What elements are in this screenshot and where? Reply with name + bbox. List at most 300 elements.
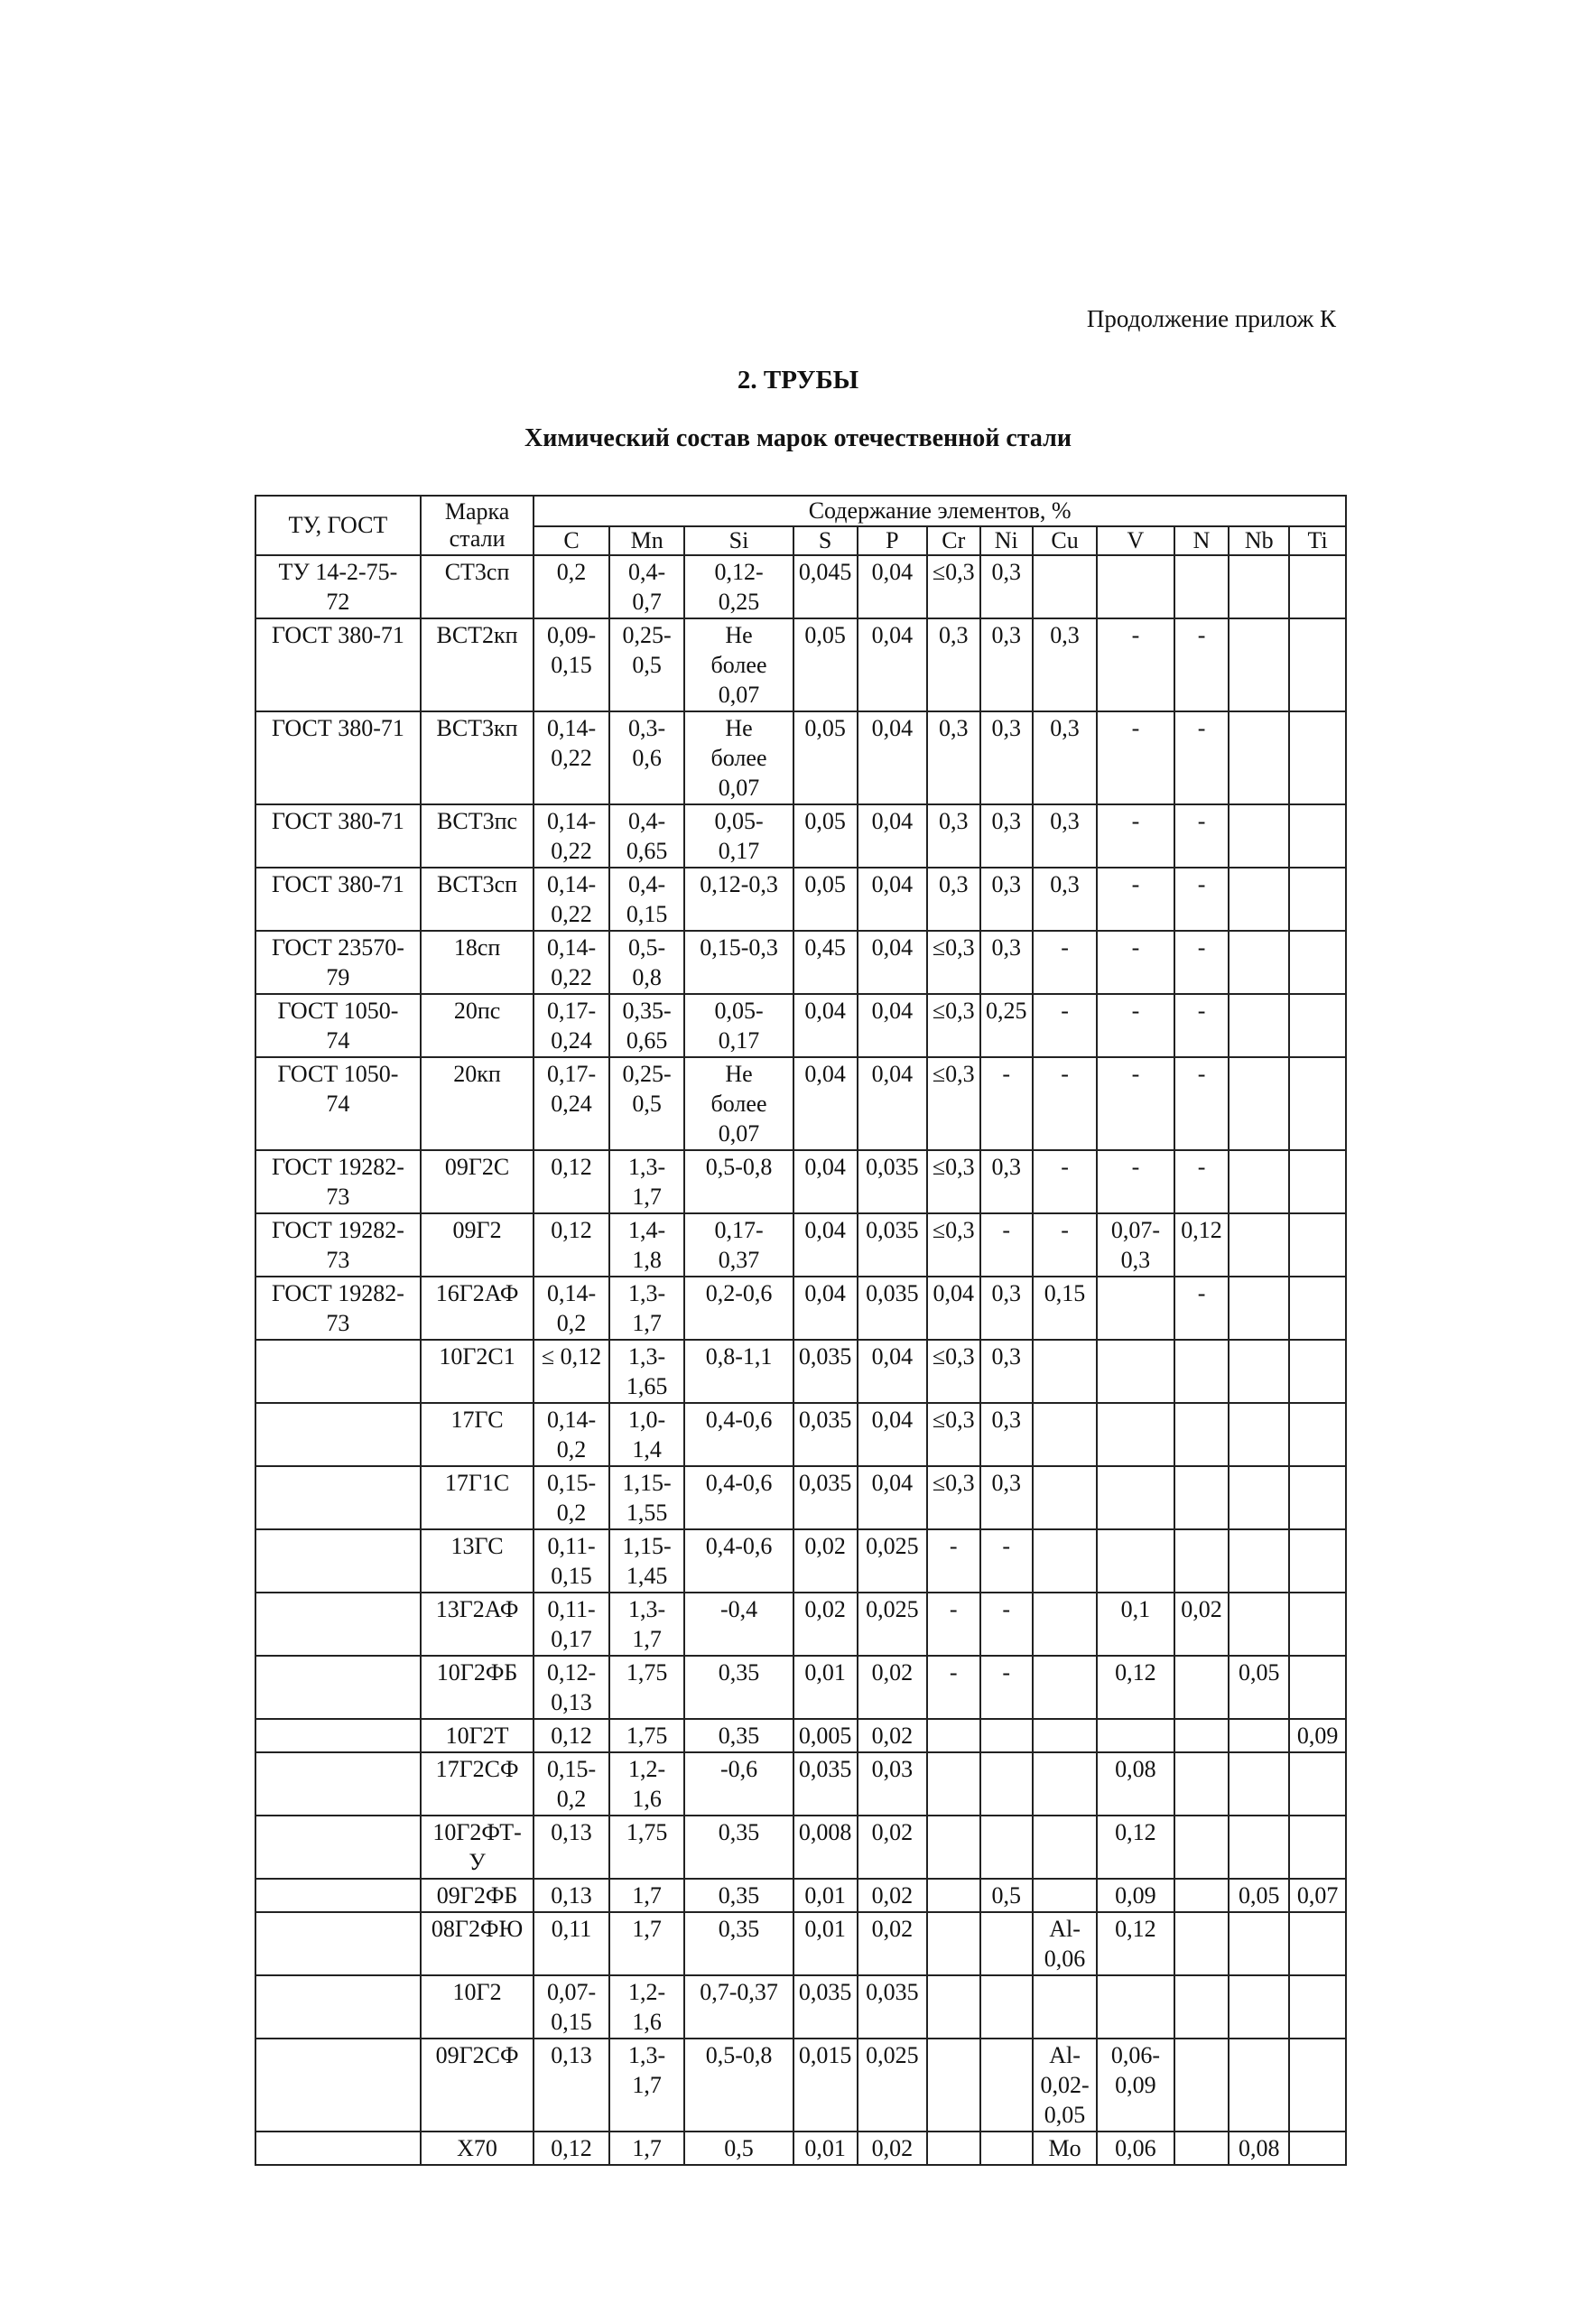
cell-steel-grade: 13ГС xyxy=(421,1529,534,1593)
cell-element-value xyxy=(1229,618,1289,711)
cell-element-value: 0,05- 0,17 xyxy=(684,804,793,868)
cell-element-value: ≤ 0,12 xyxy=(534,1340,609,1403)
header-element: C xyxy=(534,526,609,555)
cell-element-value: 1,3- 1,7 xyxy=(609,1150,685,1213)
cell-element-value: 0,4- 0,15 xyxy=(609,868,685,931)
cell-element-value: - xyxy=(980,1057,1034,1150)
cell-element-value: 0,05 xyxy=(1229,1656,1289,1719)
cell-element-value: 0,7-0,37 xyxy=(684,1975,793,2039)
cell-element-value: 0,5 xyxy=(980,1879,1034,1912)
cell-element-value: 1,3- 1,7 xyxy=(609,2039,685,2132)
cell-element-value: - xyxy=(980,1529,1034,1593)
cell-element-value: 0,025 xyxy=(858,2039,927,2132)
cell-element-value: 0,02 xyxy=(858,1656,927,1719)
cell-element-value: - xyxy=(1097,618,1174,711)
chemical-composition-table xyxy=(255,495,1347,2166)
cell-element-value xyxy=(1174,2039,1229,2132)
cell-element-value: - xyxy=(1174,1277,1229,1340)
cell-element-value: Не более 0,07 xyxy=(684,711,793,804)
cell-element-value: Mo xyxy=(1033,2132,1097,2165)
header-element: Mn xyxy=(609,526,685,555)
cell-steel-grade: 20кп xyxy=(421,1057,534,1150)
header-element: P xyxy=(858,526,927,555)
header-element: Ti xyxy=(1289,526,1346,555)
cell-element-value: 0,5- 0,8 xyxy=(609,931,685,994)
cell-element-value: 0,04 xyxy=(927,1277,980,1340)
cell-element-value: 0,035 xyxy=(858,1975,927,2039)
cell-element-value: 0,04 xyxy=(858,1403,927,1466)
cell-element-value: 0,14- 0,22 xyxy=(534,931,609,994)
cell-element-value xyxy=(1289,2039,1346,2132)
cell-element-value: 0,015 xyxy=(793,2039,858,2132)
cell-element-value: ≤0,3 xyxy=(927,1340,980,1403)
cell-element-value: - xyxy=(980,1213,1034,1277)
cell-element-value: 0,3 xyxy=(980,868,1034,931)
cell-element-value: 0,3 xyxy=(980,931,1034,994)
cell-element-value: 0,4-0,6 xyxy=(684,1529,793,1593)
table-row xyxy=(255,1057,1346,1150)
cell-element-value: 0,12- 0,25 xyxy=(684,555,793,618)
cell-standard xyxy=(255,1719,421,1752)
cell-element-value: 0,12 xyxy=(534,1213,609,1277)
cell-standard xyxy=(255,1656,421,1719)
cell-element-value: 0,05 xyxy=(793,711,858,804)
header-element: Cu xyxy=(1033,526,1097,555)
cell-element-value: 0,5-0,8 xyxy=(684,1150,793,1213)
cell-element-value: 0,4- 0,7 xyxy=(609,555,685,618)
cell-element-value: 0,25- 0,5 xyxy=(609,1057,685,1150)
cell-element-value: 1,4- 1,8 xyxy=(609,1213,685,1277)
cell-element-value: 0,12 xyxy=(1174,1213,1229,1277)
cell-element-value xyxy=(1289,1975,1346,2039)
cell-standard xyxy=(255,1593,421,1656)
cell-element-value: - xyxy=(1097,711,1174,804)
cell-element-value: - xyxy=(927,1593,980,1656)
cell-element-value: 0,035 xyxy=(793,1340,858,1403)
cell-element-value xyxy=(1229,931,1289,994)
cell-element-value xyxy=(1229,1150,1289,1213)
cell-element-value: 0,17- 0,24 xyxy=(534,994,609,1057)
cell-element-value: 0,35 xyxy=(684,1719,793,1752)
cell-standard xyxy=(255,2039,421,2132)
cell-element-value xyxy=(1033,1593,1097,1656)
cell-element-value: - xyxy=(1097,1057,1174,1150)
header-element: N xyxy=(1174,526,1229,555)
cell-element-value: 1,3- 1,7 xyxy=(609,1277,685,1340)
table-row xyxy=(255,618,1346,711)
cell-element-value: 0,3 xyxy=(980,804,1034,868)
cell-element-value xyxy=(927,1816,980,1879)
cell-steel-grade: 08Г2ФЮ xyxy=(421,1912,534,1975)
cell-element-value: 0,025 xyxy=(858,1529,927,1593)
cell-element-value xyxy=(927,1912,980,1975)
cell-element-value xyxy=(927,2039,980,2132)
cell-element-value: 0,1 xyxy=(1097,1593,1174,1656)
cell-element-value: 1,3- 1,7 xyxy=(609,1593,685,1656)
table-row xyxy=(255,1150,1346,1213)
cell-steel-grade: 10Г2ФТ- У xyxy=(421,1816,534,1879)
table-title: Химический состав марок отечественной стали xyxy=(524,424,1072,452)
table-row xyxy=(255,1529,1346,1593)
table-row xyxy=(255,1975,1346,2039)
cell-element-value xyxy=(1033,1403,1097,1466)
cell-element-value: 0,02 xyxy=(793,1529,858,1593)
cell-element-value xyxy=(1097,1277,1174,1340)
cell-steel-grade: 09Г2 xyxy=(421,1213,534,1277)
cell-steel-grade: 17Г1С xyxy=(421,1466,534,1529)
cell-element-value xyxy=(1174,1975,1229,2039)
cell-element-value xyxy=(1097,555,1174,618)
cell-element-value xyxy=(980,2132,1034,2165)
cell-element-value: - xyxy=(927,1656,980,1719)
cell-element-value: 0,02 xyxy=(858,2132,927,2165)
cell-standard: ГОСТ 380-71 xyxy=(255,804,421,868)
cell-element-value: 0,3 xyxy=(980,1466,1034,1529)
cell-standard xyxy=(255,1879,421,1912)
cell-element-value: 1,3- 1,65 xyxy=(609,1340,685,1403)
cell-element-value: - xyxy=(1097,994,1174,1057)
cell-element-value: 0,14- 0,22 xyxy=(534,804,609,868)
cell-element-value: 0,3 xyxy=(980,1340,1034,1403)
cell-steel-grade: 13Г2АФ xyxy=(421,1593,534,1656)
cell-element-value xyxy=(1174,1912,1229,1975)
cell-element-value: 0,3 xyxy=(1033,804,1097,868)
cell-element-value xyxy=(1033,1656,1097,1719)
cell-element-value: 0,04 xyxy=(858,931,927,994)
cell-element-value: 0,04 xyxy=(793,994,858,1057)
cell-element-value xyxy=(1033,1340,1097,1403)
cell-element-value: 0,5-0,8 xyxy=(684,2039,793,2132)
table-row xyxy=(255,711,1346,804)
cell-element-value xyxy=(1289,1466,1346,1529)
cell-element-value: ≤0,3 xyxy=(927,1403,980,1466)
table-row xyxy=(255,1719,1346,1752)
cell-element-value: ≤0,3 xyxy=(927,1213,980,1277)
cell-element-value xyxy=(1229,1057,1289,1150)
cell-element-value: 0,005 xyxy=(793,1719,858,1752)
cell-element-value: - xyxy=(1174,618,1229,711)
cell-standard xyxy=(255,1975,421,2039)
cell-standard: ГОСТ 1050- 74 xyxy=(255,1057,421,1150)
cell-element-value xyxy=(1289,1529,1346,1593)
cell-element-value: 0,07- 0,15 xyxy=(534,1975,609,2039)
table-row xyxy=(255,1466,1346,1529)
header-element: Nb xyxy=(1229,526,1289,555)
cell-element-value xyxy=(1033,1719,1097,1752)
cell-element-value: 0,45 xyxy=(793,931,858,994)
cell-element-value: ≤0,3 xyxy=(927,1057,980,1150)
cell-element-value xyxy=(927,1879,980,1912)
cell-element-value xyxy=(1174,1816,1229,1879)
cell-element-value xyxy=(927,1752,980,1816)
cell-element-value: ≤0,3 xyxy=(927,994,980,1057)
header-tu-gost: ТУ, ГОСТ xyxy=(255,496,421,555)
cell-element-value: 0,05 xyxy=(793,868,858,931)
cell-element-value: 0,11 xyxy=(534,1912,609,1975)
cell-element-value: - xyxy=(980,1656,1034,1719)
table-row xyxy=(255,1403,1346,1466)
cell-element-value: 0,17- 0,24 xyxy=(534,1057,609,1150)
cell-element-value: 0,3 xyxy=(980,618,1034,711)
cell-element-value: 0,09- 0,15 xyxy=(534,618,609,711)
header-element: Ni xyxy=(980,526,1034,555)
header-steel-grade: Марка стали xyxy=(421,496,534,555)
table-row xyxy=(255,1340,1346,1403)
cell-element-value: 0,35 xyxy=(684,1879,793,1912)
cell-standard xyxy=(255,1340,421,1403)
cell-steel-grade: 20пс xyxy=(421,994,534,1057)
cell-element-value: 0,3 xyxy=(927,804,980,868)
cell-element-value: 0,035 xyxy=(793,1752,858,1816)
cell-element-value xyxy=(1289,1150,1346,1213)
cell-steel-grade: ВСТ2кп xyxy=(421,618,534,711)
cell-element-value xyxy=(1289,555,1346,618)
cell-element-value: 0,03 xyxy=(858,1752,927,1816)
cell-element-value xyxy=(1174,1340,1229,1403)
cell-element-value: 0,09 xyxy=(1097,1879,1174,1912)
cell-element-value: 0,04 xyxy=(858,711,927,804)
cell-element-value: 0,05 xyxy=(793,804,858,868)
cell-element-value: - xyxy=(1174,711,1229,804)
cell-element-value: 0,3 xyxy=(1033,618,1097,711)
cell-element-value xyxy=(1289,1912,1346,1975)
cell-element-value: 0,12 xyxy=(1097,1912,1174,1975)
cell-element-value xyxy=(1033,1466,1097,1529)
cell-element-value xyxy=(1289,2132,1346,2165)
cell-element-value: 1,7 xyxy=(609,1879,685,1912)
cell-element-value: 0,3 xyxy=(980,1403,1034,1466)
cell-element-value: 0,08 xyxy=(1229,2132,1289,2165)
table-row xyxy=(255,2132,1346,2165)
cell-element-value: 0,3 xyxy=(980,711,1034,804)
table-row xyxy=(255,868,1346,931)
cell-element-value xyxy=(1229,1975,1289,2039)
cell-element-value: 0,17- 0,37 xyxy=(684,1213,793,1277)
cell-element-value: 0,5 xyxy=(684,2132,793,2165)
table-row xyxy=(255,1912,1346,1975)
cell-element-value: - xyxy=(1097,931,1174,994)
cell-element-value: 0,12 xyxy=(534,2132,609,2165)
cell-element-value xyxy=(1174,1529,1229,1593)
cell-standard xyxy=(255,1403,421,1466)
cell-element-value: 0,3 xyxy=(927,711,980,804)
cell-element-value xyxy=(1289,1752,1346,1816)
cell-element-value: 0,06 xyxy=(1097,2132,1174,2165)
cell-element-value xyxy=(1033,1879,1097,1912)
cell-element-value: 0,035 xyxy=(858,1277,927,1340)
cell-steel-grade: СТ3сп xyxy=(421,555,534,618)
cell-element-value: 0,15 xyxy=(1033,1277,1097,1340)
cell-element-value: 0,13 xyxy=(534,2039,609,2132)
cell-steel-grade: 09Г2СФ xyxy=(421,2039,534,2132)
cell-element-value: 0,3 xyxy=(1033,711,1097,804)
cell-element-value: - xyxy=(1174,931,1229,994)
table-row xyxy=(255,931,1346,994)
table-row xyxy=(255,1879,1346,1912)
header-element: S xyxy=(793,526,858,555)
cell-element-value: - xyxy=(1097,868,1174,931)
cell-element-value: 0,15-0,3 xyxy=(684,931,793,994)
cell-element-value xyxy=(1229,711,1289,804)
table-row xyxy=(255,555,1346,618)
cell-element-value: 0,13 xyxy=(534,1816,609,1879)
cell-element-value: 0,035 xyxy=(793,1466,858,1529)
cell-element-value: 0,12 xyxy=(1097,1816,1174,1879)
cell-element-value xyxy=(1174,1719,1229,1752)
cell-element-value: 0,008 xyxy=(793,1816,858,1879)
table-row xyxy=(255,2039,1346,2132)
cell-element-value: 0,12 xyxy=(534,1150,609,1213)
cell-element-value: 0,3 xyxy=(980,1150,1034,1213)
cell-element-value: - xyxy=(1033,931,1097,994)
cell-element-value xyxy=(1229,1816,1289,1879)
cell-element-value xyxy=(980,1752,1034,1816)
cell-element-value: - xyxy=(1174,804,1229,868)
cell-element-value: 1,0- 1,4 xyxy=(609,1403,685,1466)
cell-standard xyxy=(255,1752,421,1816)
cell-element-value xyxy=(1289,711,1346,804)
cell-element-value: 1,15- 1,45 xyxy=(609,1529,685,1593)
cell-standard: ГОСТ 19282- 73 xyxy=(255,1150,421,1213)
cell-element-value: ≤0,3 xyxy=(927,1150,980,1213)
cell-element-value: -0,6 xyxy=(684,1752,793,1816)
cell-element-value xyxy=(1289,1403,1346,1466)
cell-element-value: - xyxy=(1174,1057,1229,1150)
cell-element-value xyxy=(980,1816,1034,1879)
cell-element-value: 0,35 xyxy=(684,1912,793,1975)
cell-element-value: 0,04 xyxy=(858,868,927,931)
cell-element-value xyxy=(1033,555,1097,618)
cell-element-value: 0,35- 0,65 xyxy=(609,994,685,1057)
cell-element-value xyxy=(1229,555,1289,618)
cell-element-value xyxy=(1229,1752,1289,1816)
cell-element-value: 0,045 xyxy=(793,555,858,618)
cell-steel-grade: 17ГС xyxy=(421,1403,534,1466)
cell-element-value: 0,35 xyxy=(684,1816,793,1879)
cell-standard: ГОСТ 23570- 79 xyxy=(255,931,421,994)
cell-element-value: 0,3 xyxy=(927,868,980,931)
cell-element-value: -0,4 xyxy=(684,1593,793,1656)
cell-standard xyxy=(255,2132,421,2165)
cell-element-value: 0,3 xyxy=(980,1277,1034,1340)
table-row xyxy=(255,1593,1346,1656)
cell-element-value: 0,4-0,6 xyxy=(684,1466,793,1529)
cell-element-value: 0,02 xyxy=(858,1879,927,1912)
cell-element-value: 0,035 xyxy=(858,1213,927,1277)
cell-element-value: 0,025 xyxy=(858,1593,927,1656)
table-row xyxy=(255,1656,1346,1719)
cell-element-value: 0,2-0,6 xyxy=(684,1277,793,1340)
cell-element-value xyxy=(927,1719,980,1752)
cell-element-value: 0,3 xyxy=(927,618,980,711)
cell-element-value: 0,11- 0,15 xyxy=(534,1529,609,1593)
cell-element-value: 0,12-0,3 xyxy=(684,868,793,931)
cell-element-value: 0,04 xyxy=(858,1466,927,1529)
header-element-content: Содержание элементов, % xyxy=(534,496,1346,526)
cell-element-value: 0,12 xyxy=(534,1719,609,1752)
cell-standard: ГОСТ 19282- 73 xyxy=(255,1277,421,1340)
cell-element-value xyxy=(1229,1403,1289,1466)
cell-element-value: 1,75 xyxy=(609,1816,685,1879)
cell-steel-grade: ВСТ3сп xyxy=(421,868,534,931)
cell-element-value: 1,7 xyxy=(609,2132,685,2165)
cell-element-value: - xyxy=(1033,1057,1097,1150)
cell-element-value xyxy=(1229,994,1289,1057)
cell-element-value: - xyxy=(1174,994,1229,1057)
cell-steel-grade: 16Г2АФ xyxy=(421,1277,534,1340)
cell-standard xyxy=(255,1529,421,1593)
cell-element-value: 0,05 xyxy=(793,618,858,711)
cell-standard xyxy=(255,1466,421,1529)
cell-element-value: - xyxy=(1174,1150,1229,1213)
cell-element-value xyxy=(1097,1466,1174,1529)
cell-steel-grade: Х70 xyxy=(421,2132,534,2165)
cell-element-value: ≤0,3 xyxy=(927,931,980,994)
cell-element-value: 0,07 xyxy=(1289,1879,1346,1912)
cell-element-value xyxy=(1289,1340,1346,1403)
continuation-note: Продолжение прилож К xyxy=(1086,305,1336,332)
cell-element-value: 0,14- 0,2 xyxy=(534,1403,609,1466)
cell-steel-grade: 10Г2С1 xyxy=(421,1340,534,1403)
cell-element-value: 1,2- 1,6 xyxy=(609,1752,685,1816)
cell-element-value: 0,01 xyxy=(793,1656,858,1719)
cell-element-value: 0,01 xyxy=(793,1879,858,1912)
table-row xyxy=(255,1213,1346,1277)
cell-element-value: ≤0,3 xyxy=(927,1466,980,1529)
cell-element-value: 0,4-0,6 xyxy=(684,1403,793,1466)
cell-element-value: 0,35 xyxy=(684,1656,793,1719)
cell-element-value: 0,4- 0,65 xyxy=(609,804,685,868)
cell-element-value xyxy=(1289,1656,1346,1719)
cell-element-value xyxy=(1174,1403,1229,1466)
cell-standard: ГОСТ 380-71 xyxy=(255,618,421,711)
cell-element-value: 0,05 xyxy=(1229,1879,1289,1912)
cell-element-value xyxy=(1229,1912,1289,1975)
header-element: Cr xyxy=(927,526,980,555)
cell-standard: ГОСТ 380-71 xyxy=(255,868,421,931)
cell-element-value xyxy=(980,1719,1034,1752)
cell-element-value xyxy=(1289,1057,1346,1150)
cell-element-value: 0,04 xyxy=(858,1340,927,1403)
cell-element-value: - xyxy=(927,1529,980,1593)
cell-steel-grade: 18сп xyxy=(421,931,534,994)
cell-element-value xyxy=(1097,1719,1174,1752)
cell-element-value: 0,15- 0,2 xyxy=(534,1752,609,1816)
cell-element-value xyxy=(1289,1213,1346,1277)
cell-element-value xyxy=(1229,1466,1289,1529)
cell-standard xyxy=(255,1912,421,1975)
cell-element-value: 0,09 xyxy=(1289,1719,1346,1752)
table-row xyxy=(255,1277,1346,1340)
cell-element-value: 0,02 xyxy=(1174,1593,1229,1656)
cell-element-value: 0,04 xyxy=(793,1277,858,1340)
cell-element-value xyxy=(1229,1719,1289,1752)
cell-element-value: 0,14- 0,22 xyxy=(534,711,609,804)
cell-element-value xyxy=(1229,1593,1289,1656)
cell-element-value xyxy=(1174,555,1229,618)
cell-element-value: 0,13 xyxy=(534,1879,609,1912)
cell-element-value xyxy=(1174,2132,1229,2165)
cell-element-value: 0,02 xyxy=(858,1912,927,1975)
cell-element-value: ≤0,3 xyxy=(927,555,980,618)
cell-element-value xyxy=(1289,618,1346,711)
cell-element-value xyxy=(1174,1879,1229,1912)
cell-element-value: 0,04 xyxy=(858,1057,927,1150)
cell-steel-grade: 10Г2ФБ xyxy=(421,1656,534,1719)
cell-element-value: 0,08 xyxy=(1097,1752,1174,1816)
cell-element-value xyxy=(1229,868,1289,931)
cell-element-value: 0,3- 0,6 xyxy=(609,711,685,804)
